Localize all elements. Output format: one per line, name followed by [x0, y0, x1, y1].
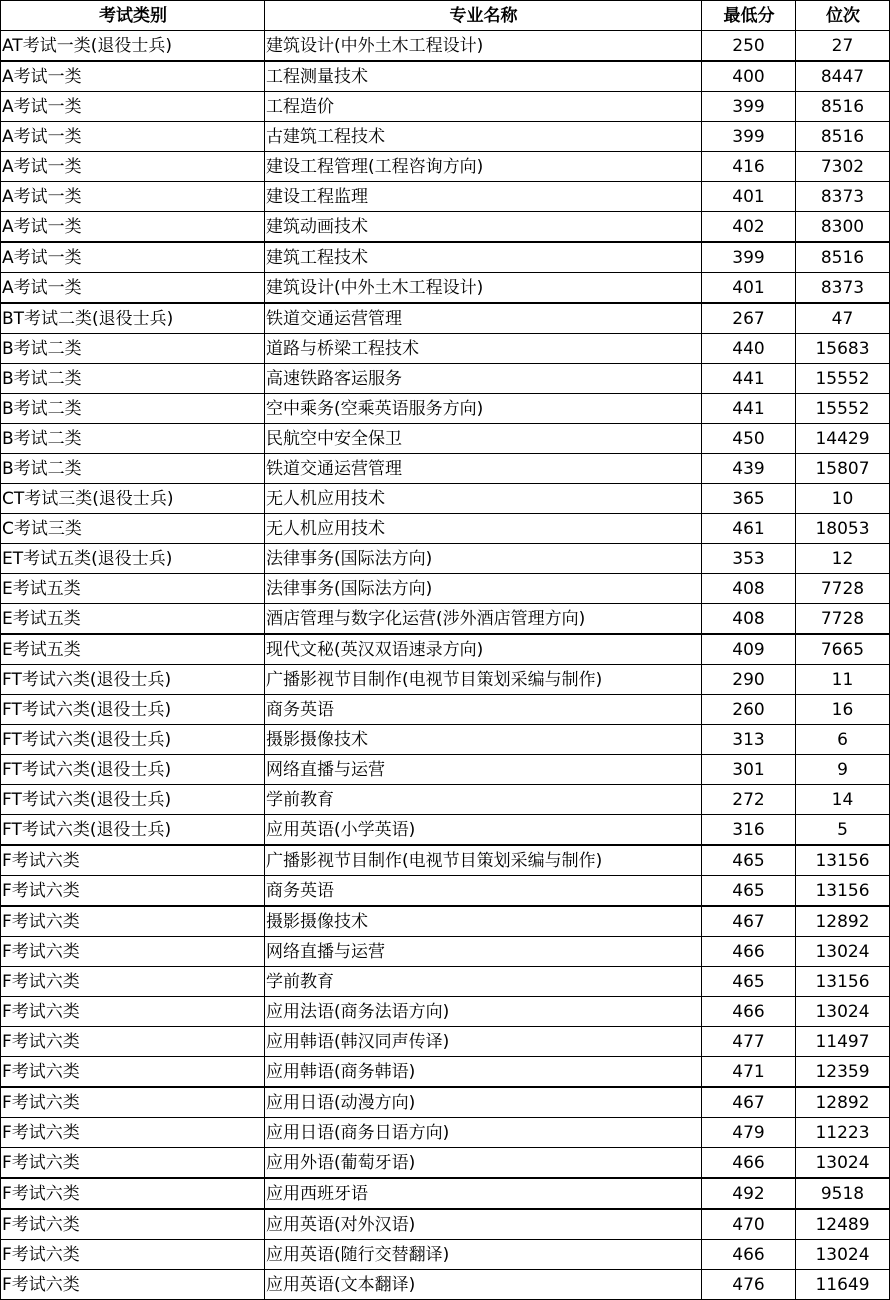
- cell-rank: 7728: [796, 604, 890, 635]
- cell-major-name: 摄影摄像技术: [265, 906, 702, 937]
- cell-rank: 13024: [796, 937, 890, 967]
- cell-min-score: 465: [702, 967, 796, 997]
- cell-rank: 8516: [796, 122, 890, 152]
- cell-min-score: 402: [702, 212, 796, 243]
- cell-rank: 12892: [796, 1087, 890, 1118]
- cell-rank: 11: [796, 665, 890, 695]
- cell-exam-category: A考试一类: [1, 122, 265, 152]
- cell-major-name: 网络直播与运营: [265, 937, 702, 967]
- cell-rank: 27: [796, 31, 890, 62]
- cell-exam-category: E考试五类: [1, 604, 265, 635]
- cell-rank: 15807: [796, 454, 890, 484]
- cell-exam-category: FT考试六类(退役士兵): [1, 725, 265, 755]
- cell-min-score: 399: [702, 122, 796, 152]
- cell-exam-category: F考试六类: [1, 876, 265, 907]
- table-row: [1, 997, 890, 1027]
- cell-rank: 16: [796, 695, 890, 725]
- table-row: [1, 273, 890, 304]
- cell-exam-category: FT考试六类(退役士兵): [1, 695, 265, 725]
- cell-min-score: 477: [702, 1027, 796, 1057]
- table-row: [1, 725, 890, 755]
- table-row: [1, 1148, 890, 1179]
- table-body: [1, 31, 890, 1300]
- table-row: [1, 695, 890, 725]
- cell-rank: 13024: [796, 1148, 890, 1179]
- cell-min-score: 450: [702, 424, 796, 454]
- cell-major-name: 空中乘务(空乘英语服务方向): [265, 394, 702, 424]
- cell-exam-category: FT考试六类(退役士兵): [1, 785, 265, 815]
- header-min-score: 最低分: [702, 1, 796, 31]
- cell-min-score: 399: [702, 92, 796, 122]
- cell-major-name: 应用英语(随行交替翻译): [265, 1240, 702, 1270]
- cell-major-name: 商务英语: [265, 695, 702, 725]
- table-row: [1, 1209, 890, 1240]
- table-row: [1, 31, 890, 62]
- cell-rank: 18053: [796, 514, 890, 544]
- table-row: [1, 876, 890, 907]
- cell-min-score: 260: [702, 695, 796, 725]
- cell-exam-category: A考试一类: [1, 182, 265, 212]
- cell-min-score: 267: [702, 303, 796, 334]
- cell-min-score: 353: [702, 544, 796, 574]
- cell-exam-category: F考试六类: [1, 845, 265, 876]
- cell-major-name: 应用外语(葡萄牙语): [265, 1148, 702, 1179]
- table-row: [1, 61, 890, 92]
- table-row: [1, 182, 890, 212]
- cell-exam-category: F考试六类: [1, 1178, 265, 1209]
- cell-exam-category: E考试五类: [1, 634, 265, 665]
- table-row: [1, 92, 890, 122]
- cell-min-score: 408: [702, 574, 796, 604]
- cell-rank: 8447: [796, 61, 890, 92]
- table-row: [1, 1178, 890, 1209]
- cell-major-name: 无人机应用技术: [265, 484, 702, 514]
- table-row: [1, 424, 890, 454]
- cell-min-score: 492: [702, 1178, 796, 1209]
- header-major-name: 专业名称: [265, 1, 702, 31]
- cell-min-score: 466: [702, 1148, 796, 1179]
- cell-min-score: 467: [702, 1087, 796, 1118]
- cell-major-name: 应用英语(对外汉语): [265, 1209, 702, 1240]
- table-row: [1, 1270, 890, 1300]
- cell-rank: 13024: [796, 1240, 890, 1270]
- cell-exam-category: ET考试五类(退役士兵): [1, 544, 265, 574]
- cell-rank: 12489: [796, 1209, 890, 1240]
- cell-rank: 7728: [796, 574, 890, 604]
- cell-major-name: 应用韩语(韩汉同声传译): [265, 1027, 702, 1057]
- cell-min-score: 401: [702, 273, 796, 304]
- cell-rank: 6: [796, 725, 890, 755]
- table-row: [1, 242, 890, 273]
- table-row: [1, 1027, 890, 1057]
- cell-exam-category: C考试三类: [1, 514, 265, 544]
- cell-rank: 7302: [796, 152, 890, 182]
- cell-rank: 8373: [796, 273, 890, 304]
- table-row: [1, 785, 890, 815]
- cell-exam-category: A考试一类: [1, 152, 265, 182]
- cell-min-score: 471: [702, 1057, 796, 1088]
- cell-exam-category: BT考试二类(退役士兵): [1, 303, 265, 334]
- cell-min-score: 465: [702, 845, 796, 876]
- header-row: [1, 1, 890, 31]
- cell-exam-category: FT考试六类(退役士兵): [1, 815, 265, 846]
- cell-major-name: 商务英语: [265, 876, 702, 907]
- cell-major-name: 建筑工程技术: [265, 242, 702, 273]
- cell-rank: 8300: [796, 212, 890, 243]
- cell-exam-category: A考试一类: [1, 273, 265, 304]
- cell-exam-category: FT考试六类(退役士兵): [1, 755, 265, 785]
- cell-exam-category: FT考试六类(退役士兵): [1, 665, 265, 695]
- cell-rank: 13156: [796, 845, 890, 876]
- cell-major-name: 应用日语(动漫方向): [265, 1087, 702, 1118]
- cell-min-score: 290: [702, 665, 796, 695]
- cell-rank: 8516: [796, 92, 890, 122]
- table-row: [1, 665, 890, 695]
- cell-major-name: 学前教育: [265, 967, 702, 997]
- cell-rank: 15552: [796, 394, 890, 424]
- table-row: [1, 152, 890, 182]
- cell-min-score: 441: [702, 364, 796, 394]
- cell-major-name: 广播影视节目制作(电视节目策划采编与制作): [265, 845, 702, 876]
- cell-exam-category: F考试六类: [1, 967, 265, 997]
- cell-min-score: 466: [702, 937, 796, 967]
- cell-major-name: 无人机应用技术: [265, 514, 702, 544]
- cell-exam-category: E考试五类: [1, 574, 265, 604]
- cell-rank: 11497: [796, 1027, 890, 1057]
- table-row: [1, 1087, 890, 1118]
- cell-major-name: 高速铁路客运服务: [265, 364, 702, 394]
- cell-rank: 14: [796, 785, 890, 815]
- cell-rank: 47: [796, 303, 890, 334]
- cell-major-name: 现代文秘(英汉双语速录方向): [265, 634, 702, 665]
- cell-major-name: 学前教育: [265, 785, 702, 815]
- table-row: [1, 334, 890, 364]
- cell-rank: 10: [796, 484, 890, 514]
- cell-major-name: 建设工程监理: [265, 182, 702, 212]
- cell-min-score: 401: [702, 182, 796, 212]
- cell-major-name: 应用韩语(商务韩语): [265, 1057, 702, 1088]
- cell-exam-category: F考试六类: [1, 1240, 265, 1270]
- cell-rank: 12892: [796, 906, 890, 937]
- header-exam-category: 考试类别: [1, 1, 265, 31]
- cell-min-score: 399: [702, 242, 796, 273]
- cell-major-name: 工程造价: [265, 92, 702, 122]
- cell-rank: 15552: [796, 364, 890, 394]
- table-row: [1, 122, 890, 152]
- cell-min-score: 466: [702, 1240, 796, 1270]
- cell-exam-category: A考试一类: [1, 92, 265, 122]
- table-row: [1, 454, 890, 484]
- table-row: [1, 544, 890, 574]
- cell-rank: 11223: [796, 1118, 890, 1148]
- table-row: [1, 394, 890, 424]
- cell-major-name: 建筑设计(中外土木工程设计): [265, 273, 702, 304]
- cell-exam-category: F考试六类: [1, 1087, 265, 1118]
- cell-exam-category: B考试二类: [1, 454, 265, 484]
- table-row: [1, 574, 890, 604]
- cell-major-name: 法律事务(国际法方向): [265, 574, 702, 604]
- cell-min-score: 400: [702, 61, 796, 92]
- cell-min-score: 250: [702, 31, 796, 62]
- cell-min-score: 441: [702, 394, 796, 424]
- table-row: [1, 967, 890, 997]
- cell-major-name: 建设工程管理(工程咨询方向): [265, 152, 702, 182]
- cell-exam-category: F考试六类: [1, 1057, 265, 1088]
- cell-major-name: 民航空中安全保卫: [265, 424, 702, 454]
- cell-min-score: 408: [702, 604, 796, 635]
- cell-exam-category: F考试六类: [1, 1027, 265, 1057]
- cell-rank: 14429: [796, 424, 890, 454]
- cell-min-score: 301: [702, 755, 796, 785]
- cell-major-name: 古建筑工程技术: [265, 122, 702, 152]
- table-row: [1, 364, 890, 394]
- cell-major-name: 摄影摄像技术: [265, 725, 702, 755]
- cell-exam-category: F考试六类: [1, 906, 265, 937]
- cell-min-score: 313: [702, 725, 796, 755]
- cell-major-name: 应用西班牙语: [265, 1178, 702, 1209]
- table-row: [1, 514, 890, 544]
- table-row: [1, 815, 890, 846]
- cell-exam-category: CT考试三类(退役士兵): [1, 484, 265, 514]
- cell-exam-category: B考试二类: [1, 394, 265, 424]
- cell-min-score: 466: [702, 997, 796, 1027]
- cell-rank: 8373: [796, 182, 890, 212]
- cell-major-name: 网络直播与运营: [265, 755, 702, 785]
- cell-exam-category: B考试二类: [1, 364, 265, 394]
- cell-min-score: 316: [702, 815, 796, 846]
- cell-exam-category: A考试一类: [1, 242, 265, 273]
- cell-min-score: 465: [702, 876, 796, 907]
- cell-major-name: 应用英语(文本翻译): [265, 1270, 702, 1300]
- cell-major-name: 铁道交通运营管理: [265, 454, 702, 484]
- cell-min-score: 272: [702, 785, 796, 815]
- cell-rank: 5: [796, 815, 890, 846]
- table-row: [1, 1240, 890, 1270]
- cell-rank: 15683: [796, 334, 890, 364]
- table-row: [1, 906, 890, 937]
- cell-min-score: 461: [702, 514, 796, 544]
- cell-major-name: 建筑设计(中外土木工程设计): [265, 31, 702, 62]
- cell-major-name: 建筑动画技术: [265, 212, 702, 243]
- cell-rank: 12359: [796, 1057, 890, 1088]
- cell-min-score: 365: [702, 484, 796, 514]
- cell-exam-category: AT考试一类(退役士兵): [1, 31, 265, 62]
- cell-rank: 13024: [796, 997, 890, 1027]
- cell-min-score: 479: [702, 1118, 796, 1148]
- table-row: [1, 937, 890, 967]
- cell-exam-category: B考试二类: [1, 334, 265, 364]
- cell-major-name: 铁道交通运营管理: [265, 303, 702, 334]
- cell-min-score: 440: [702, 334, 796, 364]
- cell-exam-category: F考试六类: [1, 1148, 265, 1179]
- cell-major-name: 道路与桥梁工程技术: [265, 334, 702, 364]
- cell-exam-category: F考试六类: [1, 1209, 265, 1240]
- table-row: [1, 212, 890, 243]
- table-row: [1, 755, 890, 785]
- cell-exam-category: A考试一类: [1, 212, 265, 243]
- cell-rank: 13156: [796, 967, 890, 997]
- cell-major-name: 酒店管理与数字化运营(涉外酒店管理方向): [265, 604, 702, 635]
- cell-exam-category: A考试一类: [1, 61, 265, 92]
- cell-min-score: 467: [702, 906, 796, 937]
- cell-major-name: 应用英语(小学英语): [265, 815, 702, 846]
- cell-rank: 9: [796, 755, 890, 785]
- cell-major-name: 应用日语(商务日语方向): [265, 1118, 702, 1148]
- cell-rank: 7665: [796, 634, 890, 665]
- cell-rank: 9518: [796, 1178, 890, 1209]
- table-row: [1, 484, 890, 514]
- cell-rank: 11649: [796, 1270, 890, 1300]
- cell-major-name: 应用法语(商务法语方向): [265, 997, 702, 1027]
- cell-min-score: 476: [702, 1270, 796, 1300]
- table-row: [1, 845, 890, 876]
- cell-rank: 12: [796, 544, 890, 574]
- cell-exam-category: F考试六类: [1, 997, 265, 1027]
- cell-min-score: 439: [702, 454, 796, 484]
- cell-exam-category: F考试六类: [1, 1270, 265, 1300]
- cell-min-score: 416: [702, 152, 796, 182]
- table-row: [1, 303, 890, 334]
- cell-major-name: 广播影视节目制作(电视节目策划采编与制作): [265, 665, 702, 695]
- cell-min-score: 409: [702, 634, 796, 665]
- table-row: [1, 1057, 890, 1088]
- cell-exam-category: B考试二类: [1, 424, 265, 454]
- cell-rank: 8516: [796, 242, 890, 273]
- cell-rank: 13156: [796, 876, 890, 907]
- table-row: [1, 604, 890, 635]
- cell-major-name: 工程测量技术: [265, 61, 702, 92]
- table-row: [1, 1118, 890, 1148]
- cell-min-score: 470: [702, 1209, 796, 1240]
- cell-major-name: 法律事务(国际法方向): [265, 544, 702, 574]
- cell-exam-category: F考试六类: [1, 937, 265, 967]
- cell-exam-category: F考试六类: [1, 1118, 265, 1148]
- header-rank: 位次: [796, 1, 890, 31]
- table-row: [1, 634, 890, 665]
